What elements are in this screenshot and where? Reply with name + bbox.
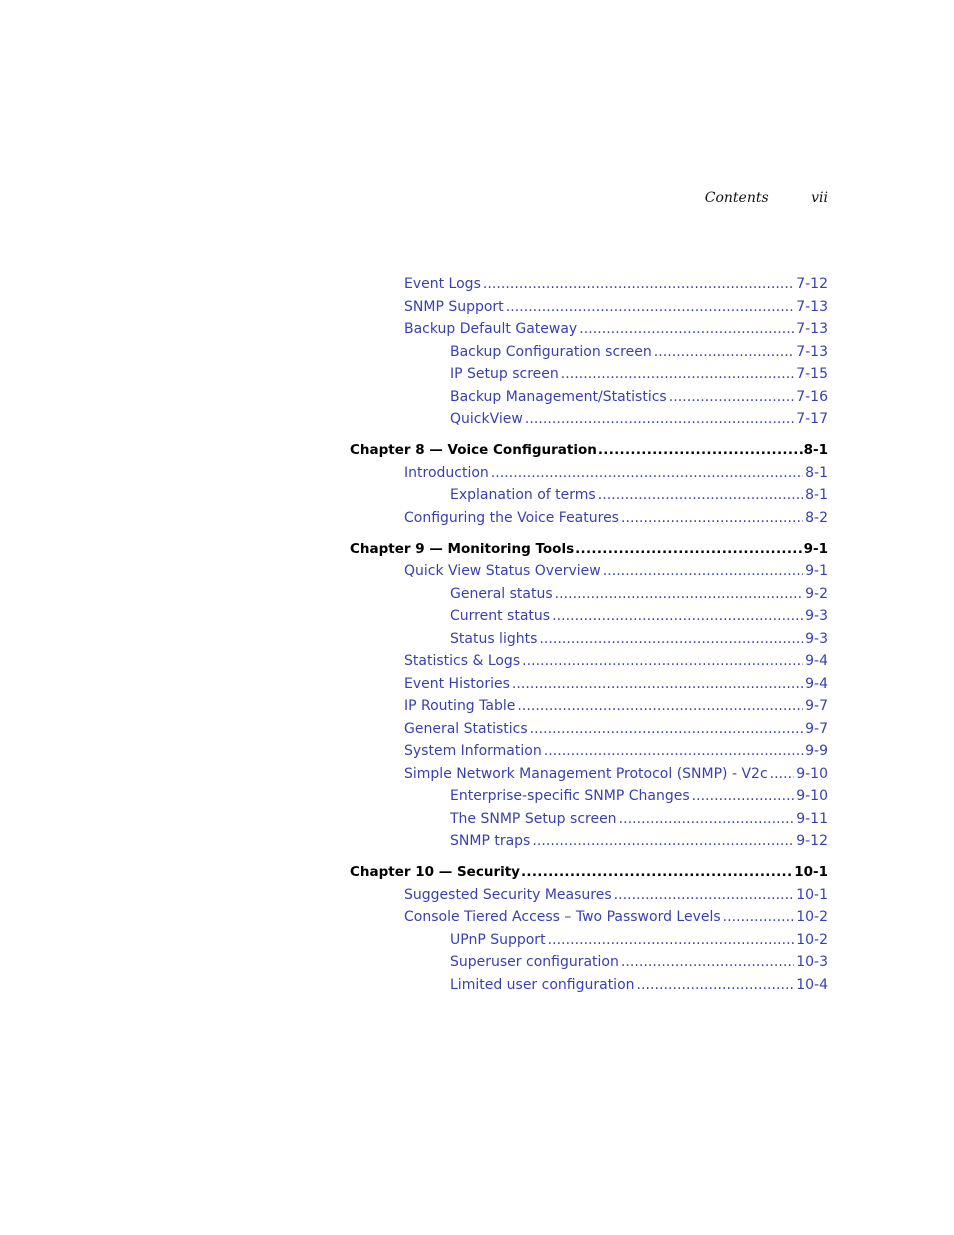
toc-chapter-entry[interactable] (350, 538, 828, 561)
toc-subsection-entry[interactable] (350, 363, 828, 386)
toc-entry-title: UPnP Support (450, 931, 546, 948)
toc-subsection-entry[interactable] (350, 929, 828, 952)
toc-entry-page-number: 8-1 (805, 464, 828, 481)
toc-entry-page-number: 10-4 (796, 976, 828, 993)
header-page-number: vii (811, 190, 828, 206)
toc-entry-title: IP Setup screen (450, 366, 559, 382)
toc-entry-page-number: 9-2 (805, 585, 828, 602)
toc-entry-title: General Statistics (404, 720, 528, 737)
toc-entry-title: SNMP traps (450, 833, 531, 849)
toc-subsection-entry[interactable] (350, 341, 828, 364)
dot-leader (521, 861, 793, 884)
dot-leader (598, 484, 803, 507)
toc-entry-page-number: 7-13 (796, 343, 828, 360)
toc-entry-title: Chapter 10 — Security (350, 864, 520, 880)
toc-section-entry[interactable] (350, 718, 828, 741)
toc-section-entry[interactable] (350, 296, 828, 319)
toc-entry-page-number: 9-11 (796, 810, 828, 827)
toc-section-entry[interactable] (350, 462, 828, 485)
toc-entry-title: Backup Default Gateway (404, 321, 578, 337)
toc-entry-title: Chapter 8 — Voice Configuration (350, 442, 597, 458)
toc-subsection-entry[interactable] (350, 605, 828, 628)
toc-subsection-entry[interactable] (350, 628, 828, 651)
toc-subsection-entry[interactable] (350, 785, 828, 808)
dot-leader (548, 929, 795, 952)
toc-entry-title: Event Logs (404, 276, 481, 292)
toc-entry-title: Enterprise-specific SNMP Changes (450, 788, 690, 804)
dot-leader (598, 439, 803, 462)
dot-leader (532, 830, 794, 853)
toc-entry-page-number: 7-12 (796, 276, 828, 292)
dot-leader (692, 785, 795, 808)
toc-section-entry[interactable] (350, 695, 828, 718)
toc-entry-title: Backup Management/Statistics (450, 388, 667, 405)
header-title: Contents (704, 190, 769, 206)
toc-entry-page-number: 10-2 (796, 909, 828, 925)
toc-entry-page-number: 10-3 (796, 954, 828, 970)
toc-entry-title: Current status (450, 608, 551, 624)
dot-leader (491, 462, 803, 485)
toc-entry-page-number: 9-3 (805, 630, 828, 647)
toc-section-entry[interactable] (350, 763, 828, 786)
table-of-contents (350, 273, 828, 996)
toc-entry-page-number: 9-4 (805, 675, 828, 692)
toc-section-entry[interactable] (350, 650, 828, 673)
toc-section-entry[interactable] (350, 273, 828, 296)
dot-leader (561, 363, 794, 386)
dot-leader (621, 951, 794, 974)
dot-leader (579, 318, 794, 341)
dot-leader (621, 507, 803, 530)
toc-entry-title: The SNMP Setup screen (450, 810, 617, 827)
toc-entry-title: Backup Configuration screen (450, 343, 652, 360)
toc-entry-title: Statistics & Logs (404, 653, 521, 669)
toc-subsection-entry[interactable] (350, 408, 828, 431)
toc-entry-title: Chapter 9 — Monitoring Tools (350, 540, 575, 557)
dot-leader (552, 605, 803, 628)
toc-entry-page-number: 9-10 (796, 765, 828, 782)
toc-subsection-entry[interactable] (350, 484, 828, 507)
dot-leader (575, 538, 802, 561)
toc-entry-page-number: 10-2 (796, 931, 828, 948)
toc-entry-page-number: 9-9 (805, 743, 828, 759)
dot-leader (522, 650, 803, 673)
toc-entry-title: Suggested Security Measures (404, 886, 612, 903)
dot-leader (525, 408, 794, 431)
dot-leader (544, 740, 803, 763)
dot-leader (517, 695, 803, 718)
toc-entry-page-number: 7-13 (796, 321, 828, 337)
toc-section-entry[interactable] (350, 906, 828, 929)
toc-entry-page-number: 9-10 (796, 788, 828, 804)
toc-entry-title: SNMP Support (404, 298, 504, 315)
dot-leader (723, 906, 795, 929)
toc-entry-page-number: 8-1 (805, 487, 828, 503)
running-header (705, 190, 828, 206)
toc-entry-title: General status (450, 585, 553, 602)
dot-leader (614, 884, 795, 907)
dot-leader (619, 808, 795, 831)
toc-section-entry[interactable] (350, 560, 828, 583)
toc-entry-title: QuickView (450, 411, 523, 427)
dot-leader (603, 560, 803, 583)
toc-subsection-entry[interactable] (350, 974, 828, 997)
toc-entry-page-number: 9-3 (805, 608, 828, 624)
toc-chapter-entry[interactable] (350, 439, 828, 462)
toc-entry-title: Configuring the Voice Features (404, 509, 619, 526)
toc-entry-page-number: 8-2 (805, 509, 828, 526)
toc-entry-page-number: 9-1 (805, 563, 828, 579)
toc-entry-page-number: 7-16 (796, 388, 828, 405)
toc-entry-title: IP Routing Table (404, 698, 516, 714)
toc-subsection-entry[interactable] (350, 808, 828, 831)
toc-entry-page-number: 7-13 (796, 298, 828, 315)
dot-leader (770, 763, 795, 786)
toc-subsection-entry[interactable] (350, 386, 828, 409)
dot-leader (637, 974, 795, 997)
toc-entry-title: Status lights (450, 630, 538, 647)
toc-section-entry[interactable] (350, 318, 828, 341)
toc-entry-title: System Information (404, 743, 542, 759)
toc-entry-page-number: 10-1 (794, 864, 828, 880)
toc-entry-title: Simple Network Management Protocol (SNMP) - V2c (404, 765, 768, 782)
toc-entry-title: Quick View Status Overview (404, 563, 601, 579)
toc-entry-title: Event Histories (404, 675, 510, 692)
toc-entry-page-number: 9-1 (803, 540, 828, 557)
toc-entry-page-number: 9-7 (805, 698, 828, 714)
toc-section-entry[interactable] (350, 507, 828, 530)
toc-entry-page-number: 7-15 (796, 366, 828, 382)
toc-entry-page-number: 9-7 (805, 720, 828, 737)
toc-entry-title: Explanation of terms (450, 487, 596, 503)
dot-leader (654, 341, 795, 364)
toc-section-entry[interactable] (350, 673, 828, 696)
toc-entry-page-number: 7-17 (796, 411, 828, 427)
toc-entry-title: Limited user configuration (450, 976, 635, 993)
toc-subsection-entry[interactable] (350, 951, 828, 974)
toc-entry-page-number: 10-1 (796, 886, 828, 903)
toc-entry-title: Introduction (404, 464, 489, 481)
toc-entry-page-number: 9-12 (796, 833, 828, 849)
toc-section-entry[interactable] (350, 884, 828, 907)
toc-chapter-entry[interactable] (350, 861, 828, 884)
toc-entry-page-number: 8-1 (803, 442, 828, 458)
dot-leader (555, 583, 803, 606)
toc-subsection-entry[interactable] (350, 830, 828, 853)
dot-leader (530, 718, 804, 741)
dot-leader (512, 673, 803, 696)
toc-subsection-entry[interactable] (350, 583, 828, 606)
toc-entry-page-number: 9-4 (805, 653, 828, 669)
toc-entry-title: Console Tiered Access – Two Password Levels (404, 909, 721, 925)
dot-leader (539, 628, 803, 651)
dot-leader (669, 386, 795, 409)
dot-leader (506, 296, 795, 319)
toc-section-entry[interactable] (350, 740, 828, 763)
dot-leader (483, 273, 794, 296)
toc-entry-title: Superuser configuration (450, 954, 619, 970)
